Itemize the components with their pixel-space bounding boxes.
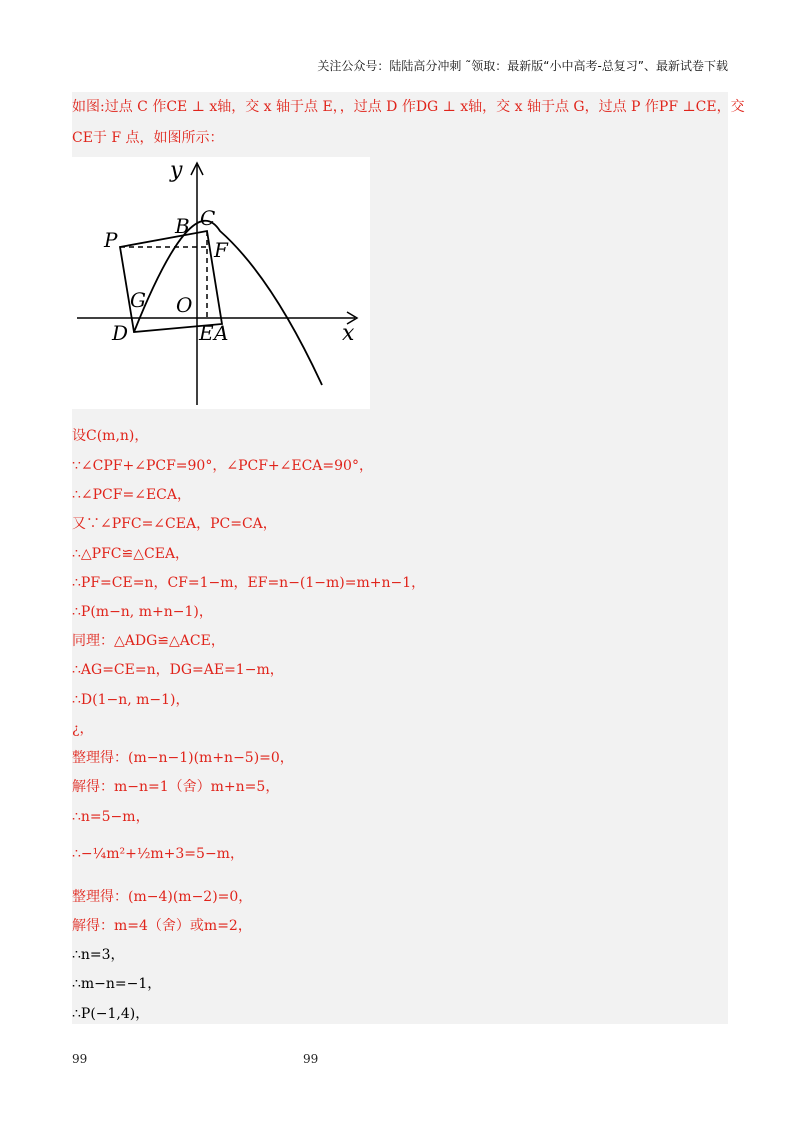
page-number-left: 99 <box>72 1052 88 1066</box>
step-line: ∴n=3， <box>72 947 125 963</box>
step-line: ∴D(1−n, m−1)， <box>72 692 190 708</box>
label-f: F <box>214 238 228 262</box>
parabola-figure <box>72 157 370 409</box>
step-line: ∴△PFC≌△CEA， <box>72 546 190 562</box>
step-line: ∴−¼m²+½m+3=5−m， <box>72 846 244 862</box>
step-line: 整理得：(m−n−1)(m+n−5)=0， <box>72 750 294 766</box>
label-c: C <box>200 206 216 230</box>
intro-line-2: CE于 F 点，如图所示： <box>72 130 224 146</box>
step-line: 设C(m,n)， <box>72 428 149 444</box>
geometry-diagram <box>72 157 370 409</box>
label-p: P <box>104 228 118 252</box>
step-line: ∵∠CPF+∠PCF=90°，∠PCF+∠ECA=90°， <box>72 458 373 474</box>
step-line: ∴P(m−n, m+n−1)， <box>72 604 213 620</box>
step-line: ∴P(−1,4)， <box>72 1006 150 1022</box>
parabola-curve <box>134 221 322 385</box>
page-header: 关注公众号：陆陆高分冲刺 ˜领取：最新版“小中高考-总复习”、最新试卷下载 <box>317 59 728 73</box>
label-o: O <box>176 293 193 317</box>
step-line: ¿， <box>72 721 94 737</box>
step-line: ∴m−n=−1， <box>72 976 162 992</box>
step-line: 整理得：(m−4)(m−2)=0， <box>72 889 253 905</box>
label-g: G <box>130 288 146 312</box>
label-x: x <box>342 321 355 346</box>
solution-block <box>72 92 745 1024</box>
label-a: A <box>214 321 229 345</box>
step-line: ∴AG=CE=n，DG=AE=1−m， <box>72 662 284 678</box>
label-b: B <box>175 214 190 238</box>
step-line: 又∵∠PFC=∠CEA，PC=CA， <box>72 516 277 532</box>
step-line: ∴PF=CE=n，CF=1−m，EF=n−(1−m)=m+n−1， <box>72 575 426 591</box>
label-e: E <box>199 321 214 345</box>
label-d: D <box>112 321 129 345</box>
step-line: 解得：m=4（舍）或m=2， <box>72 918 252 934</box>
step-line: 解得：m−n=1（舍）m+n=5， <box>72 779 280 795</box>
intro-line-1: 如图:过点 C 作CE ⊥ x轴，交 x 轴于点 E，，过点 D 作DG ⊥ x轴，交 x 轴于点 G，过点 P 作PF ⊥CE，交 <box>72 99 745 115</box>
page-number-center: 99 <box>303 1052 319 1066</box>
step-line: 同理：△ADG≌△ACE， <box>72 633 225 649</box>
step-line: ∴n=5−m， <box>72 809 150 825</box>
label-y: y <box>170 158 183 183</box>
step-line: ∴∠PCF=∠ECA， <box>72 487 191 503</box>
